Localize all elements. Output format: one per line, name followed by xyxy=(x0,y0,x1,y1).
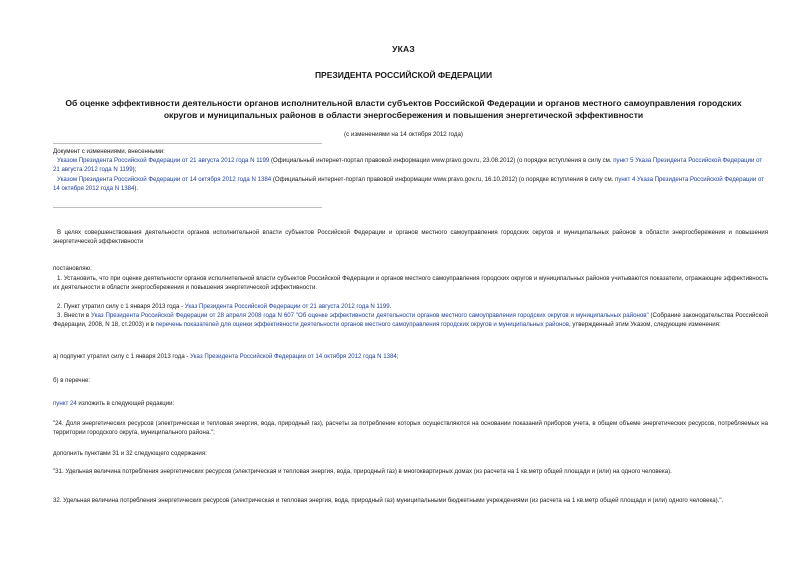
title-line-2: округов и муниципальных районов в области энергосбережения и повышения энергетической эффективности xyxy=(163,110,644,120)
indicators-list-link[interactable]: перечень показателей для оценки эффективности деятельности органов местного самоуправления городских округов и муниципальных районов xyxy=(155,321,569,329)
add-items-instruction: дополнить пунктами 31 и 32 следующего содержания: xyxy=(53,450,207,457)
document-title xyxy=(40,97,767,121)
preamble-text: В целях совершенствования деятельности органов исполнительной власти субъектов Российской Федерации и органов местного самоуправления городских округов и муниципальных районов в области энергосбережения и повышения энергетической эффективности xyxy=(53,229,768,246)
amendment-text: (Официальный интернет-портал правовой информации www.pravo.gov.ru, 16.10.2012) (о порядке вступления в силу см. xyxy=(271,175,616,183)
decree-word: постановляю: xyxy=(53,265,92,272)
amendment-item xyxy=(53,175,768,193)
amendment-item xyxy=(53,156,768,174)
paragraph-3 xyxy=(53,311,768,329)
paragraph-2-text: 2. Пункт утратил силу с 1 января 2013 года - xyxy=(57,303,185,310)
amendment-text: (Официальный интернет-портал правовой информации www.pravo.gov.ru, 23.08.2012) (о порядке вступления в силу см. xyxy=(269,157,614,165)
paragraph-2-tail: . xyxy=(389,303,392,310)
subparagraph-a-tail: ; xyxy=(396,353,399,360)
paragraph-2-link[interactable]: Указ Президента Российской Федерации от 21 августа 2012 года N 1199 xyxy=(184,303,390,310)
item-32-quote: 32. Удельная величина потребления энергетических ресурсов (электрическая и тепловая энергия, вода, природный газ) муниципальными бюджетными учреждениями (из расчета на 1 кв.метр общей площади и (или) одного человека).". xyxy=(53,497,724,504)
amendments-top-divider xyxy=(53,143,322,144)
item-24-quote: "24. Доля энергетических ресурсов (электрическая и тепловая энергия, вода, природный газ), расчеты за потребление которых осуществляются на основании показаний приборов учета, в общем объеме энергетических ресурсов, потребляемых на территории городского округа, муниципального района."; xyxy=(53,420,768,437)
amendment-effect-link[interactable]: пункт 4 Указа Президента Российской Федерации от 14 октября 2012 года N 1384 xyxy=(53,175,764,192)
subparagraph-b: б) в перечне: xyxy=(53,377,91,384)
amendments-bottom-divider xyxy=(53,207,322,208)
paragraph-2 xyxy=(53,302,768,311)
decree-heading: УКАЗ xyxy=(392,44,415,54)
amendments-block xyxy=(53,147,768,193)
item-24-link[interactable]: пункт 24 xyxy=(53,400,77,407)
amendment-tail: ). xyxy=(134,184,139,192)
preamble xyxy=(53,228,768,246)
item-24-instruction xyxy=(53,399,768,408)
item-24-text: изложить в следующей редакции: xyxy=(76,400,175,407)
paragraph-3-text: 3. Внести в xyxy=(57,312,92,319)
paragraph-1 xyxy=(53,274,768,292)
amendment-effect-link[interactable]: пункт 5 Указа Президента Российской Федерации от 21 августа 2012 года N 1199 xyxy=(53,157,763,174)
amendment-link[interactable]: Указом Президента Российской Федерации от 21 августа 2012 года N 1199 xyxy=(57,157,270,165)
paragraph-1-text: 1. Установить, что при оценке деятельности органов исполнительной власти субъектов Российской Федерации и органов местного самоуправления городских округов и муниципальных районов учитываются показатели, отражающие эффективность их деятельности в области энергосбережения и повышения энергетической эффективности. xyxy=(53,275,768,292)
paragraph-3-text: (Собрание законодательства Российской Федерации, 2008, N 18, ст.2003) и в xyxy=(53,312,768,329)
changes-note: (с изменениями на 14 октября 2012 года) xyxy=(344,131,463,138)
amendments-intro: Документ с изменениями, внесенными: xyxy=(53,148,165,155)
subparagraph-a-link[interactable]: Указ Президента Российской Федерации от 14 октября 2012 года N 1384 xyxy=(190,353,397,360)
amendment-tail: ); xyxy=(132,166,137,174)
subparagraph-a-text: а) подпункт утратил силу с 1 января 2013 года - xyxy=(53,353,191,360)
title-line-1: Об оценке эффективности деятельности органов исполнительной власти субъектов Российской Федерации и органов местного самоуправления городских xyxy=(65,98,742,108)
item-31-quote: "31. Удельная величина потребления энергетических ресурсов (электрическая и тепловая энергия, вода, природный газ) в многоквартирных домах (из расчета на 1 кв.метр общей площади и (или) на одного человека). xyxy=(53,468,672,475)
paragraph-3-text: , утвержденный этим Указом, следующие изменения: xyxy=(568,321,721,329)
subparagraph-a xyxy=(53,352,768,361)
issuer-heading: ПРЕЗИДЕНТА РОССИЙСКОЙ ФЕДЕРАЦИИ xyxy=(314,70,493,80)
amendment-link[interactable]: Указом Президента Российской Федерации от 14 октября 2012 года N 1384 xyxy=(57,175,272,183)
decree-607-link[interactable]: Указ Президента Российской Федерации от 28 апреля 2008 года N 607 "Об оценке эффективности деятельности органов местного самоуправления городских округов и муниципальных районов" xyxy=(91,312,649,319)
